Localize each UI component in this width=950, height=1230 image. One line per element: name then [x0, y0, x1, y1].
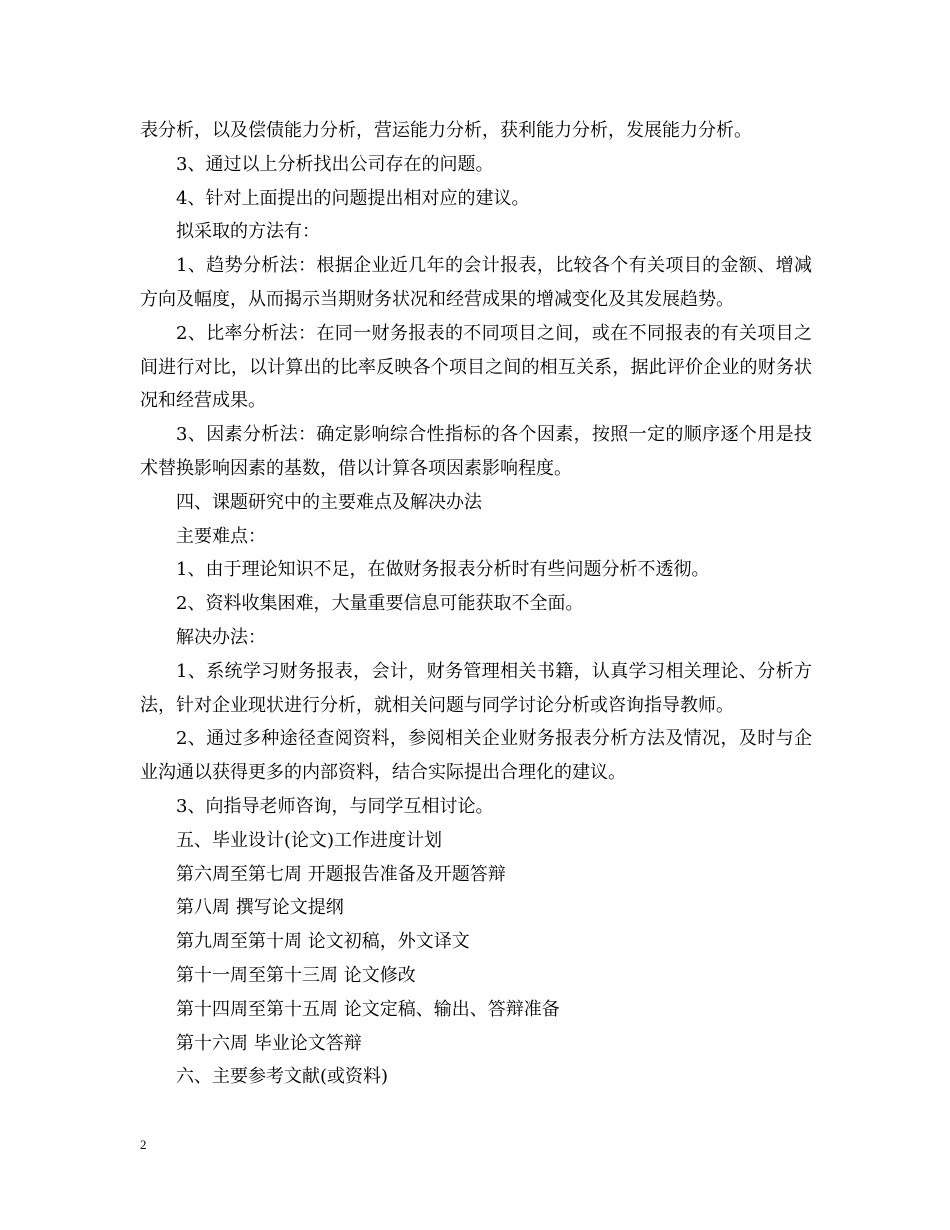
schedule-item [140, 959, 812, 993]
difficulties-heading: 主要难点： [176, 525, 266, 547]
schedule-period: 第六周至第七周 [176, 863, 302, 885]
document-body [140, 114, 812, 1094]
schedule-period: 第十六周 [176, 1032, 248, 1054]
schedule-task: 论文初稿，外文译文 [307, 931, 470, 953]
schedule-item [140, 925, 812, 959]
paragraph-1: 表分析，以及偿债能力分析，营运能力分析，获利能力分析，发展能力分析。 [140, 120, 752, 141]
difficulty-1: 1、由于理论知识不足，在做财务报表分析时有些问题分析不透彻。 [176, 559, 710, 581]
schedule-task: 论文定稿、输出、答辩准备 [343, 998, 560, 1020]
paragraph-3: 4、针对上面提出的问题提出相对应的建议。 [176, 187, 530, 209]
solution-3: 3、向指导老师咨询，与同学互相讨论。 [176, 795, 494, 817]
schedule-task: 论文修改 [343, 964, 416, 986]
method-factor-analysis: 3、因素分析法：确定影响综合性指标的各个因素，按照一定的顺序逐个用是技术替换影响因素的基数，借以计算各项因素影响程度。 [140, 424, 812, 479]
schedule-item [140, 891, 812, 925]
solution-1: 1、系统学习财务报表，会计，财务管理相关书籍，认真学习相关理论、分析方法，针对企业现状进行分析，就相关问题与同学讨论分析或咨询指导教师。 [140, 660, 812, 716]
schedule-task: 毕业论文答辩 [253, 1032, 362, 1054]
solutions-heading: 解决办法： [176, 626, 266, 648]
schedule-period: 第八周 [176, 897, 230, 919]
solution-2: 2、通过多种途径查阅资料，参阅相关企业财务报表分析方法及情况，及时与企业沟通以获得更多的内部资料，结合实际提出合理化的建议。 [140, 728, 812, 784]
difficulty-2: 2、资料收集困难，大量重要信息可能获取不全面。 [176, 593, 584, 615]
schedule-period: 第十四周至第十五周 [176, 998, 338, 1020]
schedule-period: 第十一周至第十三周 [176, 964, 338, 986]
schedule-period: 第九周至第十周 [176, 931, 302, 953]
schedule-task: 开题报告准备及开题答辩 [307, 863, 506, 885]
method-ratio-analysis: 2、比率分析法：在同一财务报表的不同项目之间，或在不同报表的有关项目之间进行对比，以计算出的比率反映各个项目之间的相互关系，据此评价企业的财务状况和经营成果。 [140, 322, 812, 412]
schedule-task: 撰写论文提纲 [235, 897, 344, 919]
section-five-heading: 五、毕业设计(论文)工作进度计划 [176, 829, 443, 851]
section-four-heading: 四、课题研究中的主要难点及解决办法 [176, 491, 482, 513]
paragraph-2: 3、通过以上分析找出公司存在的问题。 [176, 153, 494, 175]
method-trend-analysis: 1、趋势分析法：根据企业近几年的会计报表，比较各个有关项目的金额、增减方向及幅度，从而揭示当期财务状况和经营成果的增减变化及其发展趋势。 [140, 255, 812, 310]
methods-heading: 拟采取的方法有： [176, 221, 320, 243]
schedule-item [140, 858, 812, 892]
section-six-heading: 六、主要参考文献(或资料) [176, 1066, 389, 1088]
schedule-item [140, 1027, 812, 1061]
schedule-item [140, 993, 812, 1027]
page-number: 2 [140, 1137, 147, 1152]
